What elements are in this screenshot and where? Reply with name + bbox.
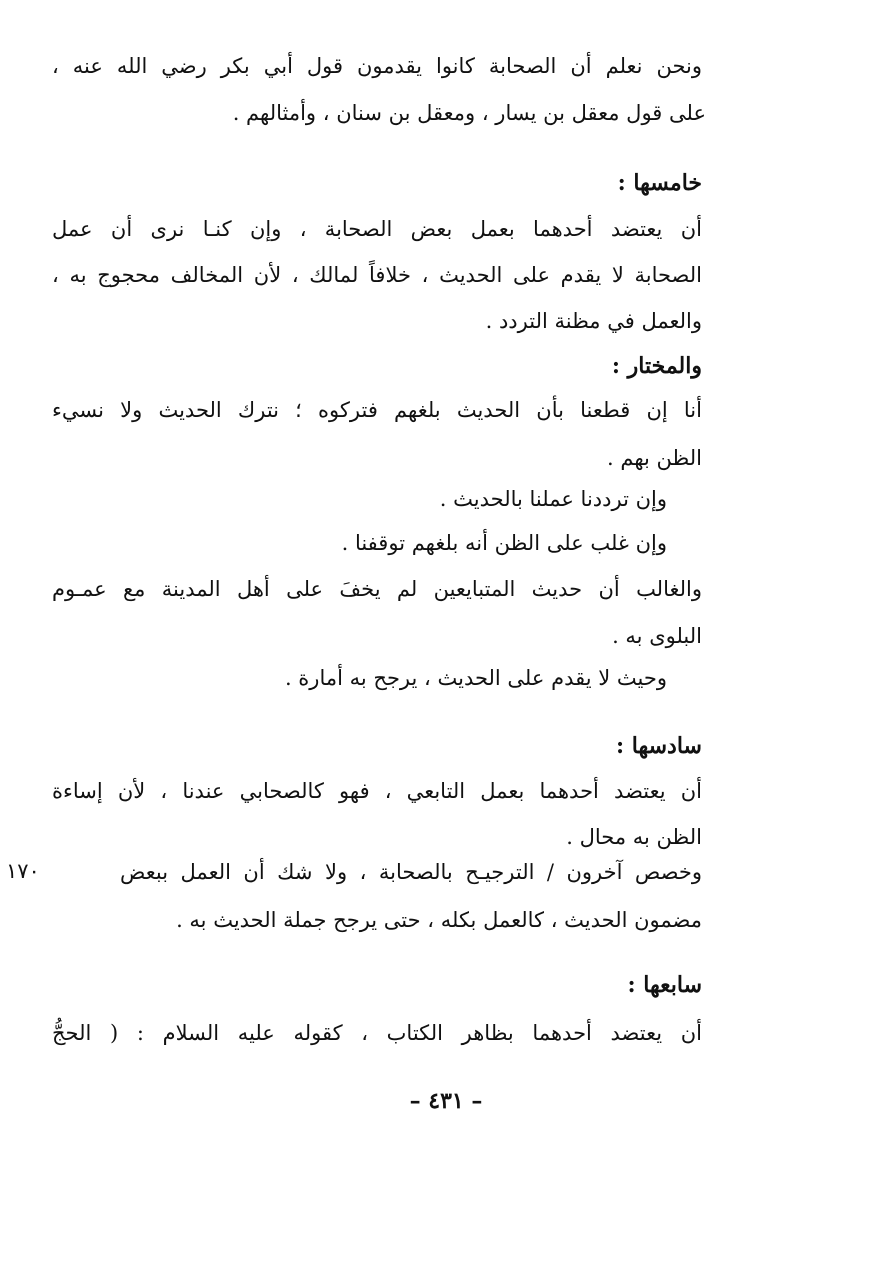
text-line: وإن ترددنا عملنا بالحديث .	[439, 487, 667, 511]
page-number: – ٤٣١ –	[409, 1088, 483, 1114]
section-heading: سابعها :	[627, 972, 702, 998]
text-line: والغالب أن حديث المتبايعين لم يخفَ على أهل المدينة مع عمـوم	[52, 577, 702, 601]
text-line: الظن به محال .	[566, 825, 702, 849]
section-heading: خامسها :	[617, 170, 702, 196]
text-line: وحيث لا يقدم على الحديث ، يرجح به أمارة .	[284, 666, 667, 690]
text-line: على قول معقل بن يسار ، ومعقل بن سنان ، وأمثالهم .	[232, 101, 706, 125]
text-line: وإن غلب على الظن أنه بلغهم توقفنا .	[341, 531, 667, 555]
text-line: البلوى به .	[612, 624, 702, 648]
text-line: أن يعتضد أحدهما بظاهر الكتاب ، كقوله عليه السلام : ( الحجُّ	[52, 1021, 702, 1045]
section-heading: والمختار :	[611, 353, 702, 379]
text-line: مضمون الحديث ، كالعمل بكله ، حتى يرجح جملة الحديث به .	[176, 908, 702, 932]
text-line: وخصص آخرون / الترجيـح بالصحابة ، ولا شك أن العمل ببعض	[120, 860, 702, 884]
text-line: أن يعتضد أحدهما بعمل التابعي ، فهو كالصحابي عندنا ، لأن إساءة	[52, 779, 702, 803]
text-line: والعمل في مظنة التردد .	[485, 309, 702, 333]
margin-marker: ١٧٠	[6, 859, 40, 883]
text-line: أن يعتضد أحدهما بعمل بعض الصحابة ، وإن كنـا نرى أن عمل	[52, 217, 702, 241]
section-heading: سادسها :	[616, 733, 702, 759]
text-line: ونحن نعلم أن الصحابة كانوا يقدمون قول أبي بكر رضي الله عنه ،	[52, 54, 702, 78]
text-line: الصحابة لا يقدم على الحديث ، خلافاً لمالك ، لأن المخالف محجوج به ،	[52, 263, 702, 287]
text-line: الظن بهم .	[607, 446, 702, 470]
text-line: أنا إن قطعنا بأن الحديث بلغهم فتركوه ؛ نترك الحديث ولا نسيء	[52, 398, 702, 422]
